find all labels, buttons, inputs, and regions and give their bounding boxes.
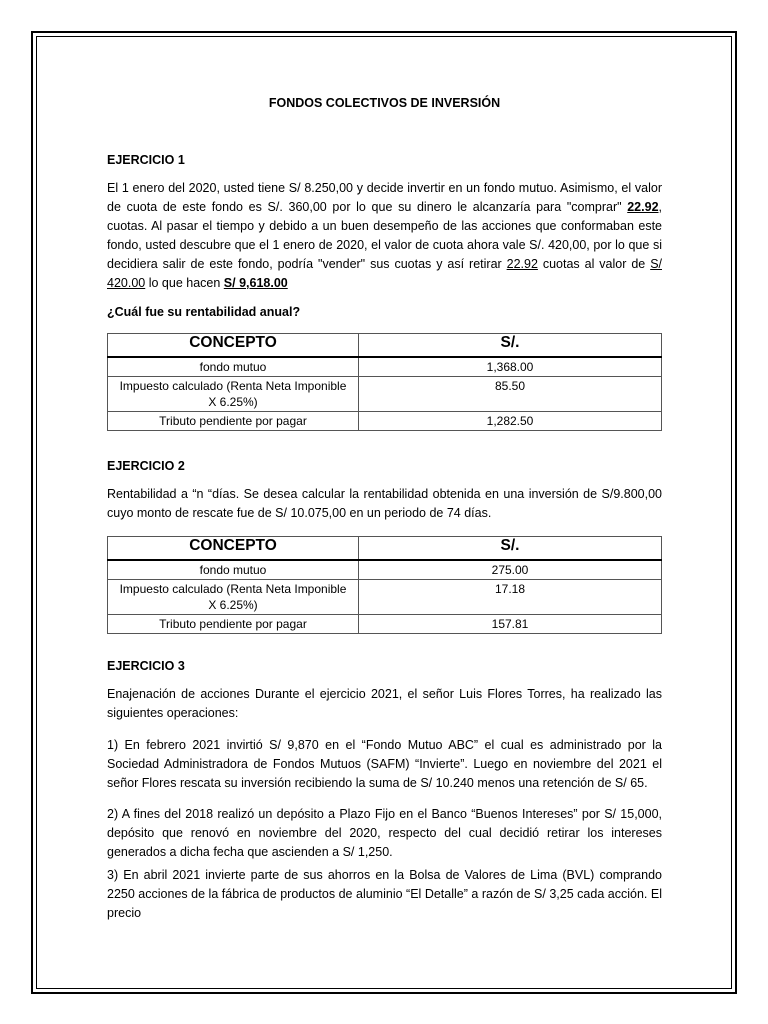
table-cell: 1,368.00 bbox=[359, 357, 662, 377]
table-header-cell: CONCEPTO bbox=[108, 537, 359, 561]
table-header-cell: CONCEPTO bbox=[108, 334, 359, 358]
exercise-3-intro: Enajenación de acciones Durante el ejercicio 2021, el señor Luis Flores Torres, ha realizado las siguientes operaciones: bbox=[107, 687, 662, 720]
exercise-3-item-1: 1) En febrero 2021 invirtió S/ 9,870 en el “Fondo Mutuo ABC” el cual es administrado por la Sociedad Administradora de Fondos Mutuos (SAFM) “Invierte”. Luego en noviembre del 2021 el señor Flores rescata su inversión recibiendo la suma de S/ 10.240 menos una retención de S/ 65. bbox=[107, 738, 662, 790]
text-span: El 1 enero del 2020, usted tiene S/ 8.250,00 y decide invertir en un fondo mutuo. Asimismo, el valor de cuota de este fondo es S/. 360,00 por lo que su dinero le alcanzaría para "comprar" bbox=[107, 181, 662, 214]
table-row bbox=[108, 560, 662, 580]
table-cell: fondo mutuo bbox=[108, 560, 359, 580]
exercise-3-heading: EJERCICIO 3 bbox=[107, 659, 185, 673]
exercise-3-item-3: 3) En abril 2021 invierte parte de sus ahorros en la Bolsa de Valores de Lima (BVL) comprando 2250 acciones de la fábrica de productos de aluminio “El Detalle” a razón de S/ 3,25 cada acción. El precio bbox=[107, 868, 662, 920]
table-row bbox=[108, 412, 662, 431]
table-row bbox=[108, 580, 662, 615]
table-cell: 157.81 bbox=[359, 615, 662, 634]
exercise-1-question: ¿Cuál fue su rentabilidad anual? bbox=[107, 305, 301, 319]
table-header-cell: S/. bbox=[359, 537, 662, 561]
table-row bbox=[108, 357, 662, 377]
exercise-1-paragraph bbox=[107, 179, 662, 293]
document-title: FONDOS COLECTIVOS DE INVERSIÓN bbox=[268, 96, 501, 110]
table-header-cell: S/. bbox=[359, 334, 662, 358]
exercise-2-table bbox=[107, 536, 662, 634]
exercise-2-heading: EJERCICIO 2 bbox=[107, 459, 185, 473]
underlined-value: 22.92 bbox=[506, 257, 538, 271]
table-header-row bbox=[108, 537, 662, 561]
underlined-value: S/ 9,618.00 bbox=[223, 276, 288, 290]
exercise-1-table bbox=[107, 333, 662, 431]
table-cell: 1,282.50 bbox=[359, 412, 662, 431]
table-cell: Tributo pendiente por pagar bbox=[108, 615, 359, 634]
table-row bbox=[108, 615, 662, 634]
table-row bbox=[108, 377, 662, 412]
table-cell: Tributo pendiente por pagar bbox=[108, 412, 359, 431]
table-cell: Impuesto calculado (Renta Neta Imponible X 6.25%) bbox=[108, 580, 359, 615]
text-span: cuotas al valor de bbox=[537, 257, 651, 271]
text-span: , cuotas. Al pasar el tiempo y debido a un buen desempeño de las acciones que conformaban este fondo, usted descubre que el 1 enero de 2020, el valor de cuota ahora vale S/. 420,00, por lo que si decidiera salir de este fondo, podría "vender" sus cuotas y así retirar bbox=[107, 200, 662, 271]
table-cell: 275.00 bbox=[359, 560, 662, 580]
table-cell: 85.50 bbox=[359, 377, 662, 412]
table-cell: fondo mutuo bbox=[108, 357, 359, 377]
table-cell: 17.18 bbox=[359, 580, 662, 615]
underlined-value: 22.92 bbox=[627, 200, 659, 214]
table-header-row bbox=[108, 334, 662, 358]
exercise-3-item-2: 2) A fines del 2018 realizó un depósito a Plazo Fijo en el Banco “Buenos Intereses” por S/ 15,000, depósito que renovó en noviembre del 2020, respecto del cual decidió retirar los intereses generados a dicha fecha que ascienden a S/ 1,250. bbox=[107, 807, 662, 859]
table-cell: Impuesto calculado (Renta Neta Imponible X 6.25%) bbox=[108, 377, 359, 412]
underlined-value: S/ 420.00 bbox=[107, 257, 662, 290]
exercise-2-paragraph: Rentabilidad a “n “días. Se desea calcular la rentabilidad obtenida en una inversión de S/9.800,00 cuyo monto de rescate fue de S/ 10.075,00 en un periodo de 74 días. bbox=[107, 487, 662, 520]
text-span: lo que hacen bbox=[145, 276, 224, 290]
exercise-1-heading: EJERCICIO 1 bbox=[107, 153, 185, 167]
